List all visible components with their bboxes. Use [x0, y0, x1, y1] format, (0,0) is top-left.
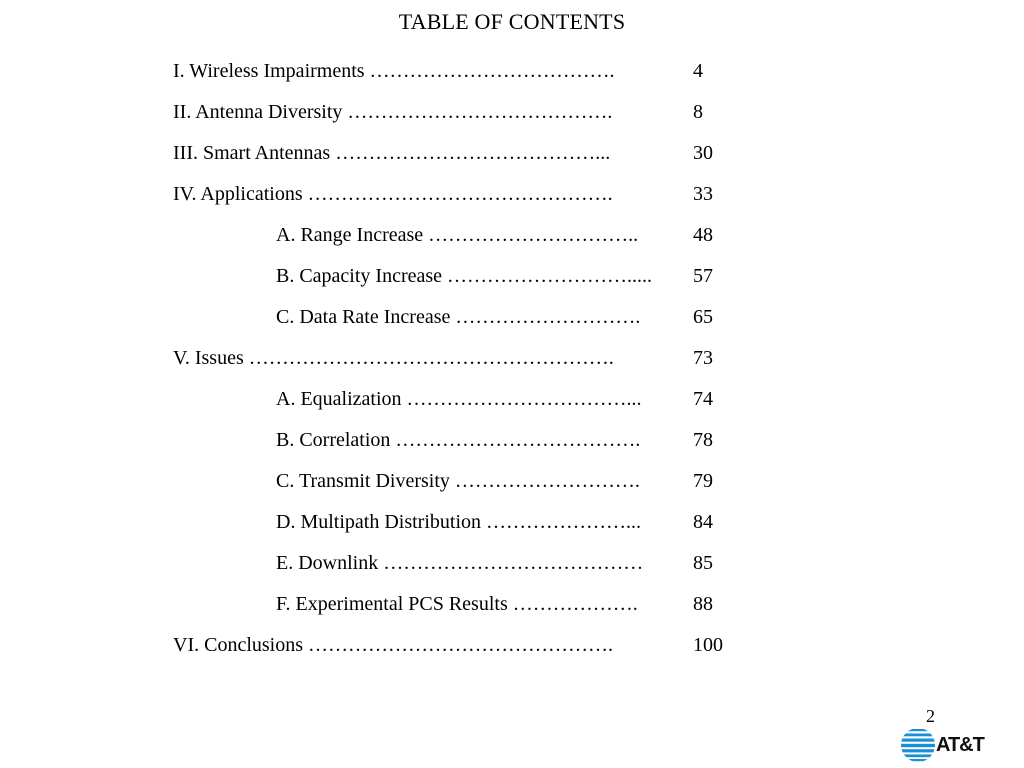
toc-page-equalization: 74 [693, 388, 713, 410]
toc-entry-data-rate-increase: C. Data Rate Increase ………………………. [276, 306, 641, 328]
slide-number: 2 [926, 706, 935, 726]
toc-page-issues: 73 [693, 347, 713, 369]
toc-page-applications: 33 [693, 183, 713, 205]
att-globe-icon [900, 727, 936, 763]
toc-entry-range-increase: A. Range Increase ………………………….. [276, 224, 639, 246]
toc-page-experimental-pcs-results: 88 [693, 593, 713, 615]
toc-page-conclusions: 100 [693, 634, 723, 656]
toc-entry-applications: IV. Applications ………………………………………. [173, 183, 613, 205]
toc-entry-experimental-pcs-results: F. Experimental PCS Results ………………. [276, 593, 638, 615]
toc-entry-wireless-impairments: I. Wireless Impairments ………………………………. [173, 60, 615, 82]
toc-page-data-rate-increase: 65 [693, 306, 713, 328]
toc-page-correlation: 78 [693, 429, 713, 451]
toc-page-antenna-diversity: 8 [693, 101, 703, 123]
toc-entry-downlink: E. Downlink ………………………………… [276, 552, 644, 574]
toc-page-wireless-impairments: 4 [693, 60, 703, 82]
toc-entry-equalization: A. Equalization ……………………………... [276, 388, 642, 410]
toc-entry-capacity-increase: B. Capacity Increase ………………………..... [276, 265, 653, 287]
toc-page-transmit-diversity: 79 [693, 470, 713, 492]
toc-entry-issues: V. Issues ………………………………………………. [173, 347, 614, 369]
att-wordmark: AT&T [936, 734, 984, 756]
toc-page-downlink: 85 [693, 552, 713, 574]
toc-entry-correlation: B. Correlation ………………………………. [276, 429, 641, 451]
toc-entry-transmit-diversity: C. Transmit Diversity ………………………. [276, 470, 640, 492]
toc-page-smart-antennas: 30 [693, 142, 713, 164]
toc-entry-antenna-diversity: II. Antenna Diversity …………………………………. [173, 101, 613, 123]
toc-entry-conclusions: VI. Conclusions ………………………………………. [173, 634, 613, 656]
toc-entry-multipath-distribution: D. Multipath Distribution …………………... [276, 511, 641, 533]
page-title: TABLE OF CONTENTS [398, 9, 626, 34]
toc-entry-smart-antennas: III. Smart Antennas …………………………………... [173, 142, 611, 164]
att-logo [900, 727, 990, 767]
toc-page-multipath-distribution: 84 [693, 511, 713, 533]
toc-page-range-increase: 48 [693, 224, 713, 246]
toc-page-capacity-increase: 57 [693, 265, 713, 287]
